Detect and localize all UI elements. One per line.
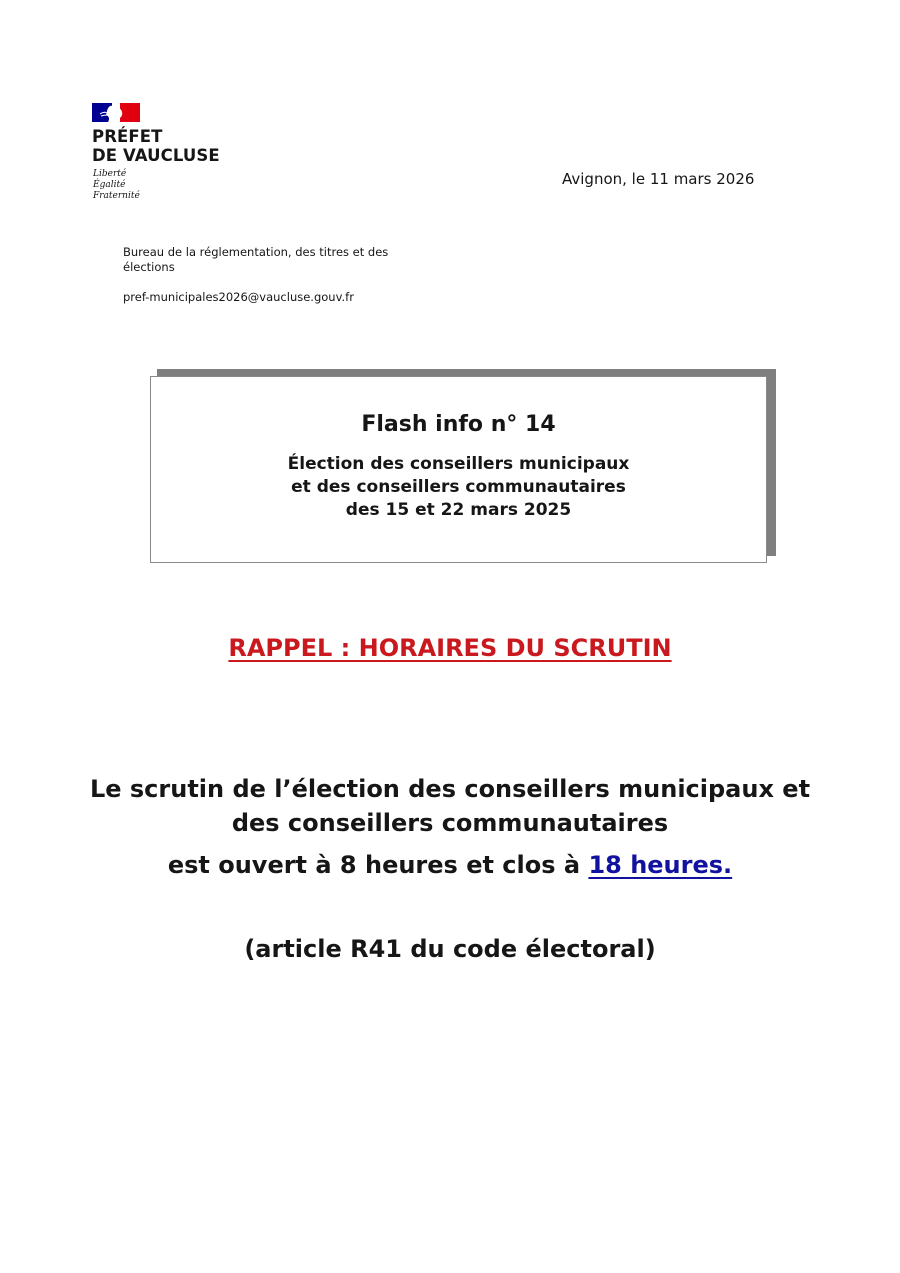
- prefet-line-2: DE VAUCLUSE: [92, 146, 220, 165]
- article-reference: (article R41 du code électoral): [244, 935, 656, 963]
- devise-liberte: Liberté: [93, 169, 127, 179]
- flash-subtitle-line-3: des 15 et 22 mars 2025: [345, 500, 572, 520]
- main-line-1: Le scrutin de l’élection des conseillers municipaux et: [89, 775, 811, 803]
- flash-info-box: [150, 376, 767, 563]
- contact-email[interactable]: pref-municipales2026@vaucluse.gouv.fr: [123, 290, 354, 304]
- flash-subtitle-line-1: Élection des conseillers municipaux: [287, 454, 630, 474]
- bureau-label: Bureau de la réglementation, des titres et des élections: [123, 245, 389, 274]
- devise-egalite: Égalité: [93, 180, 126, 190]
- flash-subtitle-line-2: et des conseillers communautaires: [291, 477, 626, 497]
- marianne-logo: [92, 103, 140, 122]
- main-line-3: [0, 848, 900, 882]
- rappel-text: RAPPEL : HORAIRES DU SCRUTIN: [228, 634, 672, 662]
- closing-time-link[interactable]: 18 heures.: [588, 851, 733, 879]
- prefet-line-1: PRÉFET: [92, 127, 163, 146]
- flash-subtitle: [151, 453, 766, 522]
- prefet-title: [92, 127, 220, 165]
- date-line: Avignon, le 11 mars 2026: [562, 170, 755, 188]
- devise: [93, 169, 140, 202]
- flash-title: Flash info n° 14: [361, 412, 556, 437]
- main-line-3-prefix: est ouvert à 8 heures et clos à: [167, 851, 589, 879]
- devise-fraternite: Fraternité: [93, 191, 140, 201]
- main-statement: [0, 772, 900, 882]
- main-line-2: des conseillers communautaires: [231, 809, 669, 837]
- rappel-heading: [0, 632, 900, 664]
- flag-red-band: [120, 103, 140, 122]
